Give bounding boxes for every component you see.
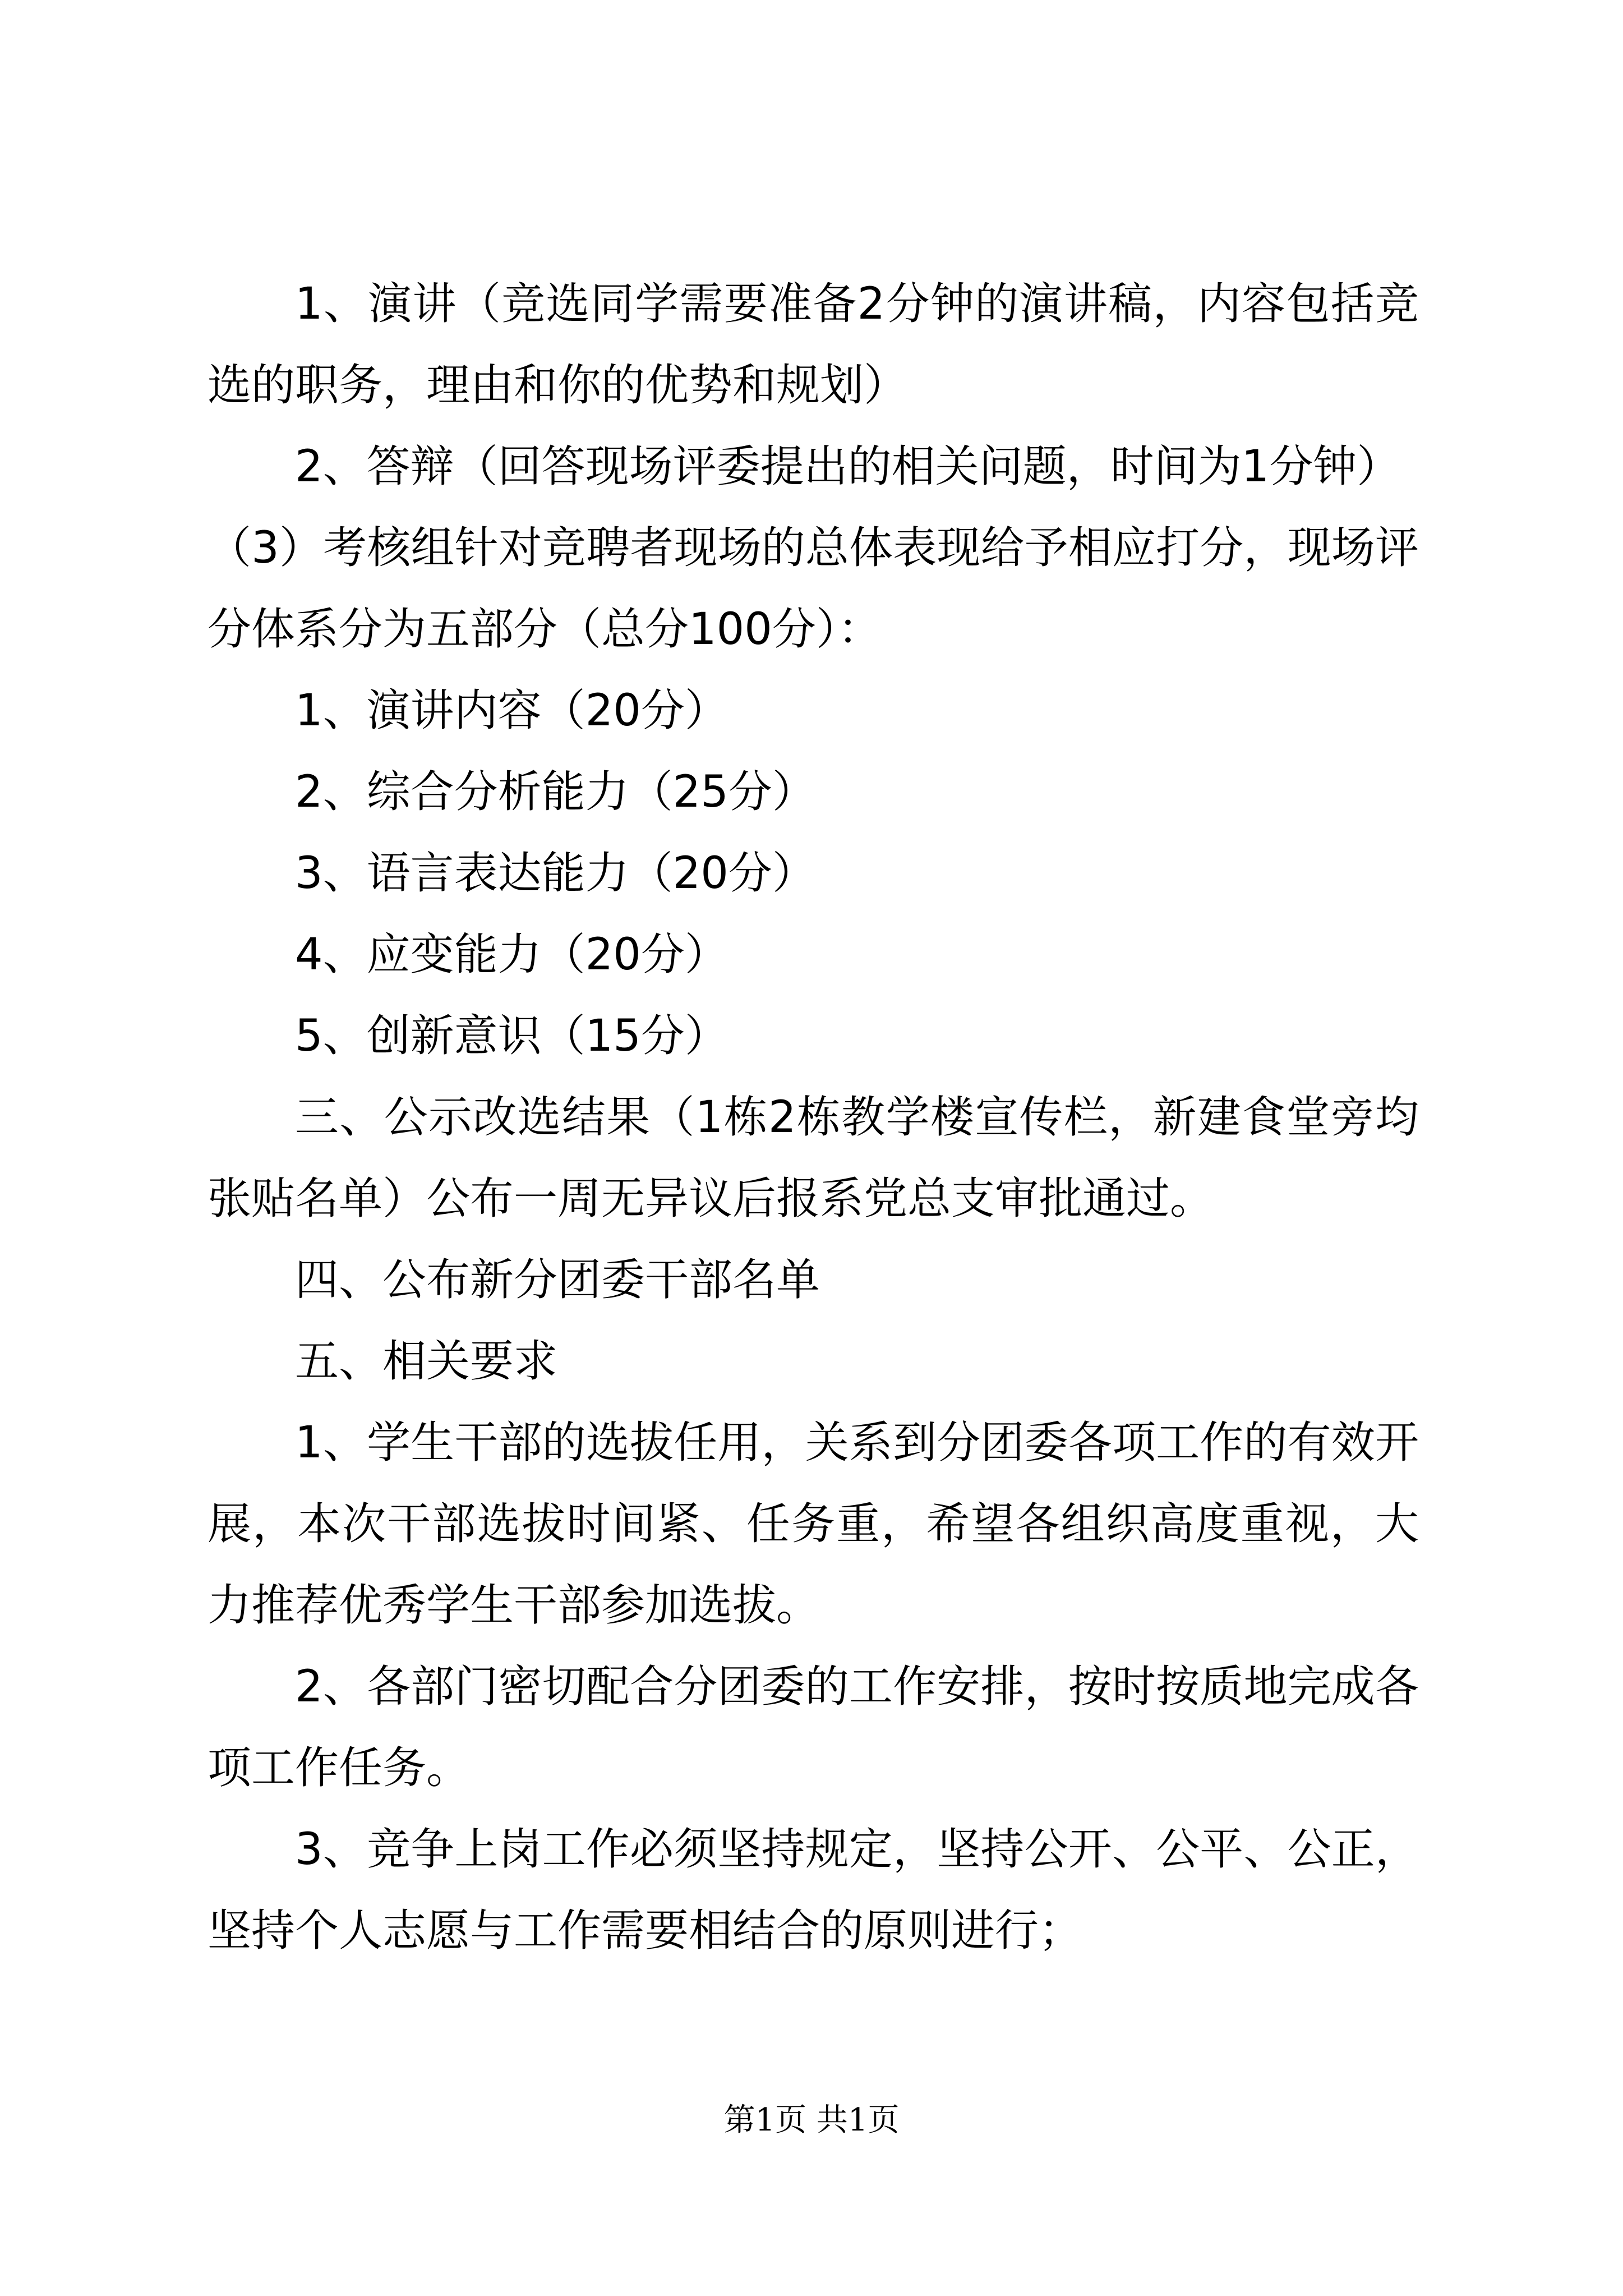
section-four-list: 四、公布新分团委干部名单 [295,1255,820,1305]
score-item-adaptability: 4、应变能力（20分） [295,930,728,980]
score-item-expression: 3、语言表达能力（20分） [295,848,816,899]
paragraph-defense: 2、答辩（回答现场评委提出的相关问题，时间为1分钟） [295,441,1401,492]
score-item-innovation: 5、创新意识（15分） [295,1011,728,1061]
document-body [208,264,1419,1972]
section-five-heading: 五、相关要求 [295,1336,558,1387]
score-item-speech-content: 1、演讲内容（20分） [295,685,728,736]
requirement-item-2: 2、各部门密切配合分团委的工作安排，按时按质地完成各项工作任务。 [208,1662,1419,1793]
section-three-publicity: 三、公示改选结果（1栋2栋教学楼宣传栏，新建食堂旁均张贴名单）公布一周无异议后报系党总支审批通过。 [208,1092,1419,1224]
paragraph-speech: 1、演讲（竞选同学需要准备2分钟的演讲稿，内容包括竞选的职务，理由和你的优势和规划） [208,279,1419,411]
page-footer: 第1页 共1页 [723,2102,900,2138]
paragraph-scoring-system: （3）考核组针对竞聘者现场的总体表现给予相应打分，现场评分体系分为五部分（总分100分）： [208,523,1419,655]
score-item-analysis: 2、综合分析能力（25分） [295,767,816,817]
requirement-item-3: 3、竞争上岗工作必须坚持规定，坚持公开、公平、公正，坚持个人志愿与工作需要相结合的原则进行； [208,1824,1419,1956]
requirement-item-1: 1、学生干部的选拔任用，关系到分团委各项工作的有效开展，本次干部选拔时间紧、任务重，希望各组织高度重视，大力推荐优秀学生干部参加选拔。 [208,1418,1419,1631]
